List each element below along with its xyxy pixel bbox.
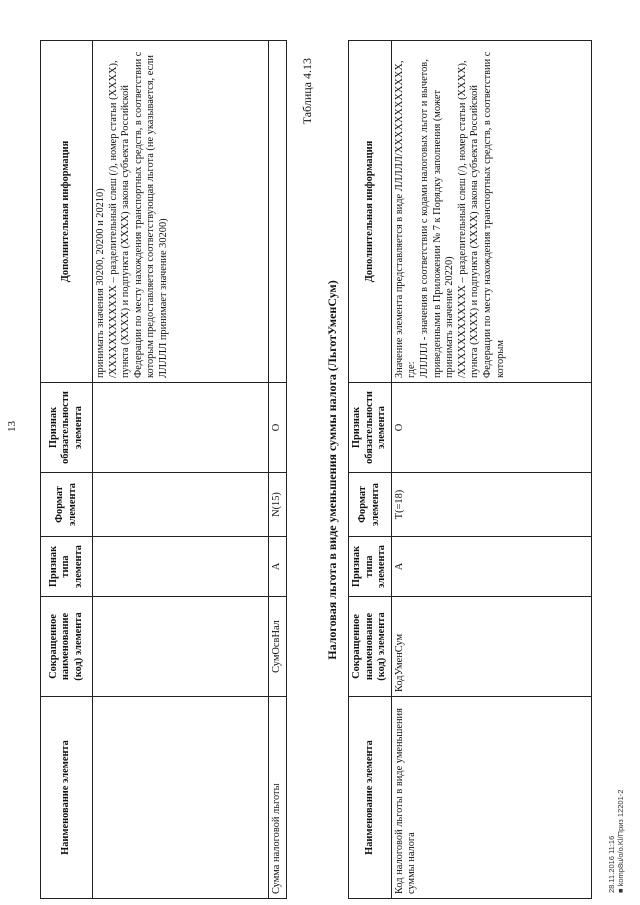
page-number: 13 [6,421,18,432]
cell-type: А [391,537,591,597]
cell-required: О [391,383,591,473]
header-additional-info: Дополнительная информация [41,41,93,383]
cell-name: Сумма налоговой льготы [269,697,287,899]
header-element-name: Наименование элемента [349,697,392,899]
cell-name [93,697,269,899]
header-element-format: Формат элемента [41,473,93,537]
header-element-code: Сокращенное наименование (код) элемента [349,597,392,697]
cell-format [93,473,269,537]
table-caption: Налоговая льгота в виде уменьшения суммы налога (ЛьготУменСум) [325,280,339,660]
header-element-required: Признак обязательности элемента [349,383,392,473]
footer-file-path: ■ komp8u/о/о.Kl/Приз 12201-2 [616,789,625,893]
header-element-required: Признак обязательности элемента [41,383,93,473]
cell-additional-info: Значение элемента представляется в виде ЛЛЛЛЛ/ХХХХХХХХХХХХ, где: ЛЛЛЛЛ - значения в соответствии с кодами налоговых льгот и вычетов, приведенными в Приложении № 7 к Порядку заполнения (может принимать значение 20220) /ХХХХХХХХХХХХ – разделительный слеш (/), номер статьи (ХХХХ), пункта (ХХХХ) и подпункта (ХХХХ) закона субъекта Российской Федерации по месту нахождения транспортных средств, в соответствии с которым [391,41,591,383]
elements-table-continued [40,40,287,899]
header-element-type: Признак типа элемента [41,537,93,597]
header-element-type: Признак типа элемента [349,537,392,597]
cell-additional-info [269,41,287,383]
header-element-format: Формат элемента [349,473,392,537]
cell-format: T(=18) [391,473,591,537]
elements-table-4-13 [348,40,592,899]
footer-stamp [607,790,625,893]
cell-code: СумОсвНал [269,597,287,697]
cell-name: Код налоговой льготы в виде уменьшения суммы налога [391,697,591,899]
cell-format: N(15) [269,473,287,537]
header-additional-info: Дополнительная информация [349,41,392,383]
cell-type: А [269,537,287,597]
table-row [93,41,269,899]
cell-code: КодУменСум [391,597,591,697]
header-element-name: Наименование элемента [41,697,93,899]
cell-required: О [269,383,287,473]
table-header-row [41,41,93,899]
cell-additional-info: принимать значения 30200, 20200 и 20210) /ХХХХХХХХХХХХ – разделительный слеш (/), номер статьи (ХХХХ), пункта (ХХХХ) и подпункта (ХХХХ) закона субъекта Российской Федерации по месту нахождения транспортных средств, в соответствии с которым предоставляется соответствующая льгота (не указывается, если ЛЛЛЛЛ принимает значение 30200) [93,41,269,383]
cell-code [93,597,269,697]
table-number: Таблица 4.13 [300,58,314,125]
table-row [269,41,287,899]
table-row [391,41,591,899]
footer-timestamp: 28.11.2016 11:16 [607,835,616,893]
cell-type [93,537,269,597]
table-header-row [349,41,392,899]
header-element-code: Сокращенное наименование (код) элемента [41,597,93,697]
cell-required [93,383,269,473]
